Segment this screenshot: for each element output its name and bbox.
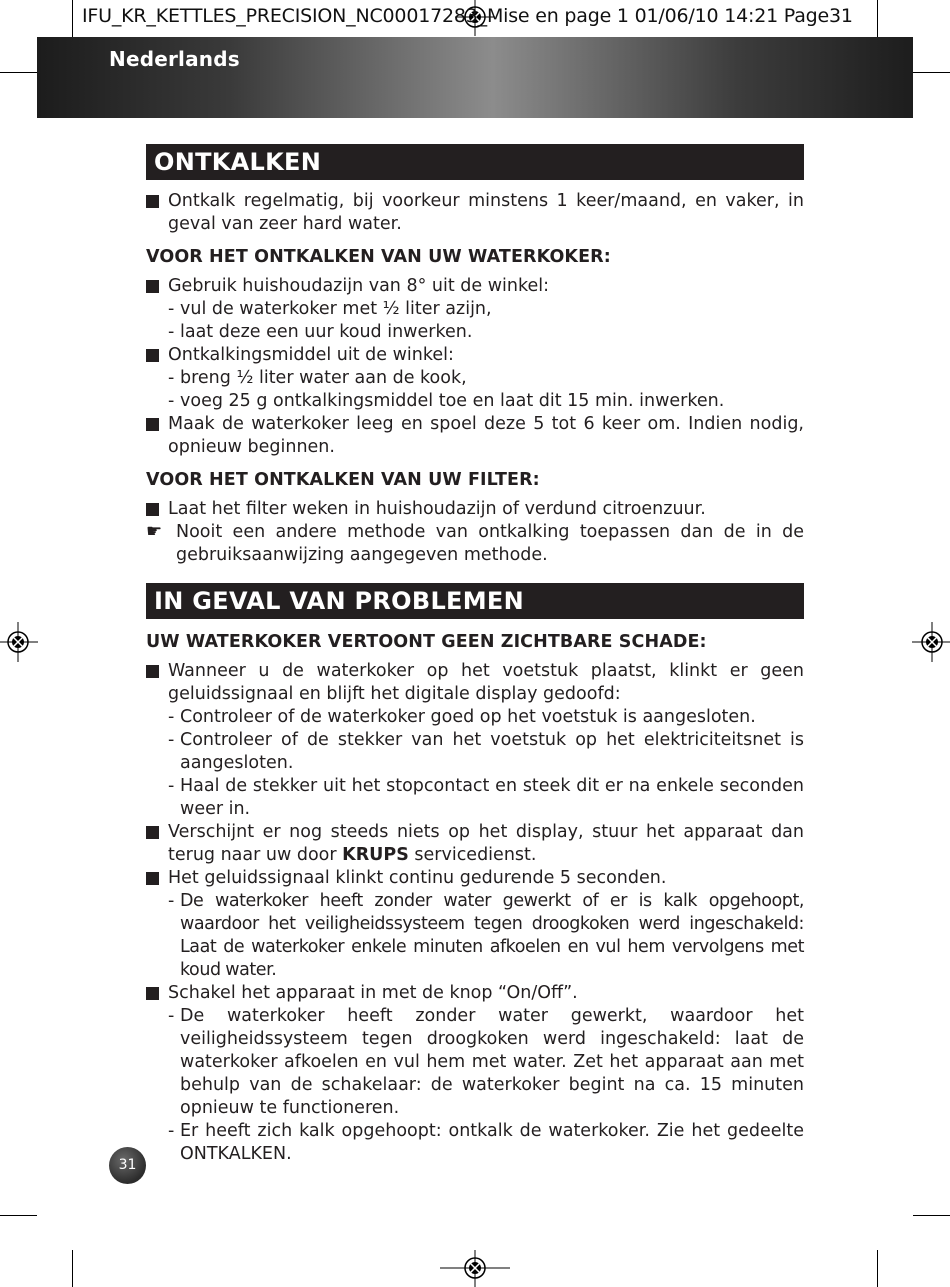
- list-item-text: Ontkalk regelmatig, bij voorkeur minstens 1 keer/maand, en vaker, in geval van zeer hard water.: [168, 191, 804, 234]
- sub-item-text: voeg 25 g ontkalkingsmiddel toe en laat dit 15 min. inwerken.: [180, 391, 725, 411]
- page-number-badge: 31: [109, 1147, 146, 1184]
- crop-mark: [72, 0, 73, 37]
- subheading-geen-schade: UW WATERKOKER VERTOONT GEEN ZICHTBARE SCHADE:: [146, 632, 707, 652]
- list-item: [146, 982, 804, 1005]
- list-item-text: Schakel het apparaat in met de knop “On/Off”.: [168, 983, 578, 1003]
- sub-item: - De waterkoker heeft zonder water gewerkt, waardoor het veiligheidssysteem tegen droogkoken werd ingeschakeld: laat de waterkoker afkoelen en vul hem met water. Zet het apparaat aan met behulp van de schakelaar: de waterkoker begint na ca. 15 minuten opnieuw te functioneren.: [168, 1006, 804, 1118]
- crop-mark: [913, 1215, 950, 1216]
- square-bullet-icon: [146, 195, 159, 208]
- note-text: Nooit een andere methode van ontkalking toepassen dan de in de gebruiksaanwijzing aangegeven methode.: [176, 522, 804, 565]
- list-item-text: Het geluidssignaal klinkt continu gedurende 5 seconden.: [168, 868, 667, 888]
- sub-item-text: vul de waterkoker met ½ liter azijn,: [180, 299, 492, 319]
- sub-item: - vul de waterkoker met ½ liter azijn,: [168, 299, 492, 319]
- list-item: [146, 867, 804, 890]
- sub-item: - Controleer of de stekker van het voetstuk op het elektriciteitsnet is aangesloten.: [168, 730, 804, 773]
- registration-mark-icon: [440, 1250, 510, 1287]
- list-item: [146, 190, 804, 236]
- list-item-text: Gebruik huishoudazijn van 8° uit de winkel:: [168, 276, 550, 296]
- main-content: [146, 144, 804, 1166]
- square-bullet-icon: [146, 987, 159, 1000]
- square-bullet-icon: [146, 349, 159, 362]
- list-item-text: Laat het filter weken in huishoudazijn of verdund citroenzuur.: [168, 499, 706, 519]
- section-title-ontkalken: ONTKALKEN: [146, 144, 804, 180]
- square-bullet-icon: [146, 280, 159, 293]
- sub-item-text: Controleer of de waterkoker goed op het voetstuk is aangesloten.: [180, 707, 756, 727]
- sub-item: - voeg 25 g ontkalkingsmiddel toe en laat dit 15 min. inwerken.: [168, 391, 725, 411]
- section-title-problemen: IN GEVAL VAN PROBLEMEN: [146, 583, 804, 619]
- square-bullet-icon: [146, 503, 159, 516]
- sub-item: - Haal de stekker uit het stopcontact en steek dit er na enkele seconden weer in.: [168, 776, 804, 819]
- crop-mark: [0, 1215, 37, 1216]
- list-item: [146, 413, 804, 459]
- crop-mark: [913, 72, 950, 73]
- sub-item-text: Haal de stekker uit het stopcontact en steek dit er na enkele seconden weer in.: [180, 776, 804, 819]
- print-slug-line: IFU_KR_KETTLES_PRECISION_NC00017283_Mise en page 1 01/06/10 14:21 Page31: [82, 5, 853, 27]
- sub-item: - Controleer of de waterkoker goed op het voetstuk is aangesloten.: [168, 707, 756, 727]
- list-item-text: Ontkalkingsmiddel uit de winkel:: [168, 345, 454, 365]
- sub-item: - Er heeft zich kalk opgehoopt: ontkalk de waterkoker. Zie het gedeelte ONTKALKEN.: [168, 1121, 804, 1164]
- crop-mark: [877, 0, 878, 37]
- crop-mark: [877, 1250, 878, 1287]
- list-item: [146, 821, 804, 867]
- pointing-hand-icon: ☛: [146, 521, 163, 542]
- subheading-filter: VOOR HET ONTKALKEN VAN UW FILTER:: [146, 470, 540, 490]
- sub-item-text: laat deze een uur koud inwerken.: [180, 322, 473, 342]
- list-item-text: Maak de waterkoker leeg en spoel deze 5 tot 6 keer om. Indien nodig, opnieuw beginnen.: [168, 414, 804, 457]
- list-item-text: Verschijnt er nog steeds niets op het display, stuur het apparaat dan terug naar uw door KRUPS servicedienst.: [168, 822, 804, 865]
- registration-mark-icon: [912, 622, 950, 662]
- sub-item: - De waterkoker heeft zonder water gewerkt of er is kalk opgehoopt, waardoor het veiligheidssysteem tegen droogkoken werd ingeschakeld: Laat de waterkoker enkele minuten afkoelen en vul hem vervolgens met koud water.: [168, 891, 804, 980]
- crop-mark: [72, 1250, 73, 1287]
- square-bullet-icon: [146, 826, 159, 839]
- list-item: [146, 275, 804, 298]
- brand-name: KRUPS: [342, 845, 409, 865]
- sub-item: - breng ½ liter water aan de kook,: [168, 368, 467, 388]
- list-item: [146, 498, 804, 521]
- square-bullet-icon: [146, 665, 159, 678]
- square-bullet-icon: [146, 418, 159, 431]
- sub-item-text: De waterkoker heeft zonder water gewerkt, waardoor het veiligheidssysteem tegen droogkoken werd ingeschakeld: laat de waterkoker afkoelen en vul hem met water. Zet het apparaat aan met behulp van de schakelaar: de waterkoker begint na ca. 15 minuten opnieuw te functioneren.: [180, 1006, 804, 1118]
- list-item: [146, 660, 804, 706]
- list-item: [146, 344, 804, 367]
- subheading-waterkoker: VOOR HET ONTKALKEN VAN UW WATERKOKER:: [146, 247, 611, 267]
- sub-item-text: breng ½ liter water aan de kook,: [180, 368, 467, 388]
- square-bullet-icon: [146, 872, 159, 885]
- sub-item-text: Er heeft zich kalk opgehoopt: ontkalk de waterkoker. Zie het gedeelte ONTKALKEN.: [180, 1121, 804, 1164]
- registration-mark-icon: [0, 622, 38, 662]
- sub-item-text: Controleer of de stekker van het voetstuk op het elektriciteitsnet is aangesloten.: [180, 730, 804, 773]
- language-label: Nederlands: [109, 47, 240, 71]
- sub-item-text: De waterkoker heeft zonder water gewerkt of er is kalk opgehoopt, waardoor het veiligheidssysteem tegen droogkoken werd ingeschakeld: Laat de waterkoker enkele minuten afkoelen en vul hem vervolgens met koud water.: [180, 891, 804, 980]
- list-item-text: Wanneer u de waterkoker op het voetstuk plaatst, klinkt er geen geluidssignaal en blijft het digitale display gedoofd:: [168, 661, 804, 704]
- sub-item: - laat deze een uur koud inwerken.: [168, 322, 473, 342]
- crop-mark: [0, 72, 37, 73]
- note-item: [146, 521, 804, 567]
